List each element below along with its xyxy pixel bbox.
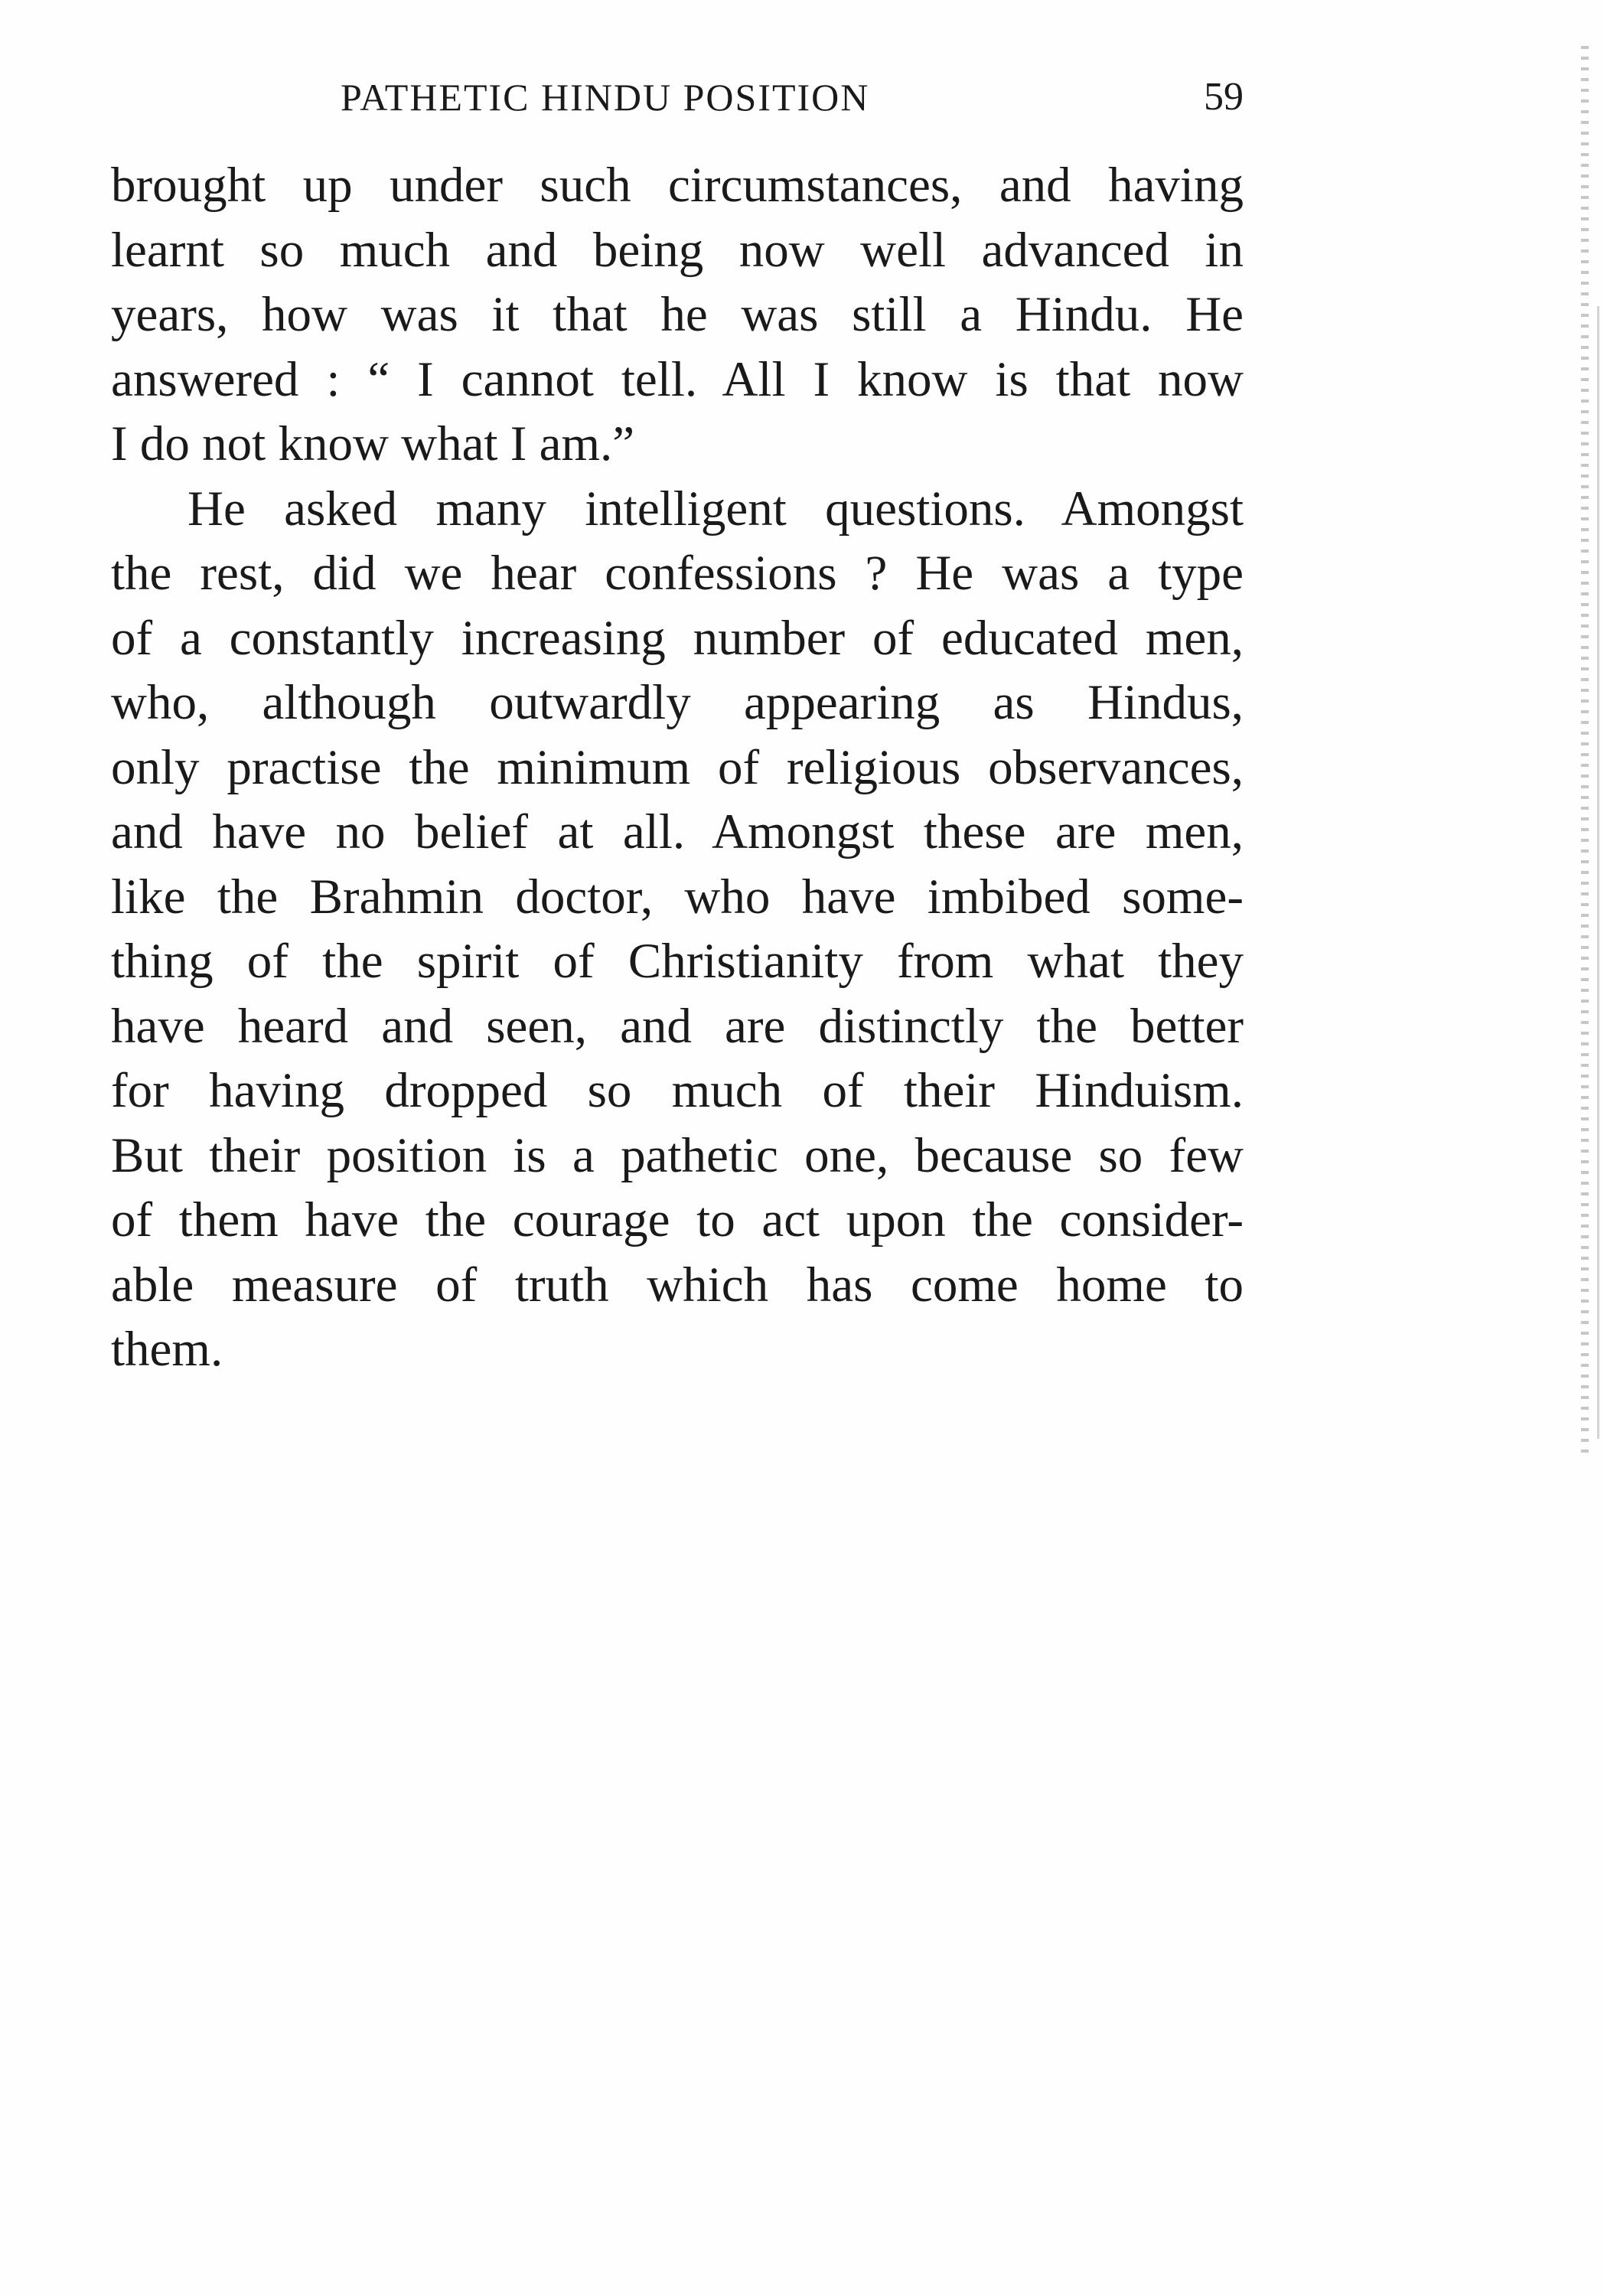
text-line: like the Brahmin doctor, who have imbibed some- <box>111 869 1244 925</box>
page-number: 59 <box>1204 75 1244 119</box>
text-line: of a constantly increasing number of educated men, <box>111 610 1244 666</box>
text-line: able measure of truth which has come home to <box>111 1257 1244 1313</box>
text-line: But their position is a pathetic one, because so few <box>111 1127 1244 1183</box>
text-line: them. <box>111 1322 223 1377</box>
page-edge-shadow <box>1581 46 1589 1454</box>
text-line: answered : “ I cannot tell. All I know is that now <box>111 351 1244 407</box>
text-line: only practise the minimum of religious observances, <box>111 739 1244 795</box>
text-line: thing of the spirit of Christianity from what they <box>111 934 1244 989</box>
text-line: I do not know what I am.” <box>111 416 635 471</box>
text-line: brought up under such circumstances, and having <box>111 158 1244 213</box>
text-line: the rest, did we hear confessions ? He was a type <box>111 546 1244 601</box>
text-line: of them have the courage to act upon the consider- <box>111 1192 1244 1247</box>
text-line: learnt so much and being now well advanced in <box>111 222 1244 278</box>
text-line: who, although outwardly appearing as Hindus, <box>111 675 1244 730</box>
text-line: have heard and seen, and are distinctly the better <box>111 998 1244 1054</box>
text-line: He asked many intelligent questions. Amongst <box>187 481 1244 536</box>
running-head <box>111 70 1244 124</box>
text-line: for having dropped so much of their Hinduism. <box>111 1063 1244 1118</box>
text-line: and have no belief at all. Amongst these are men, <box>111 804 1244 859</box>
page-edge-line <box>1597 306 1599 1439</box>
text-line: years, how was it that he was still a Hindu. He <box>111 287 1244 342</box>
running-title: PATHETIC HINDU POSITION <box>341 76 870 119</box>
body-text <box>111 153 1244 1382</box>
